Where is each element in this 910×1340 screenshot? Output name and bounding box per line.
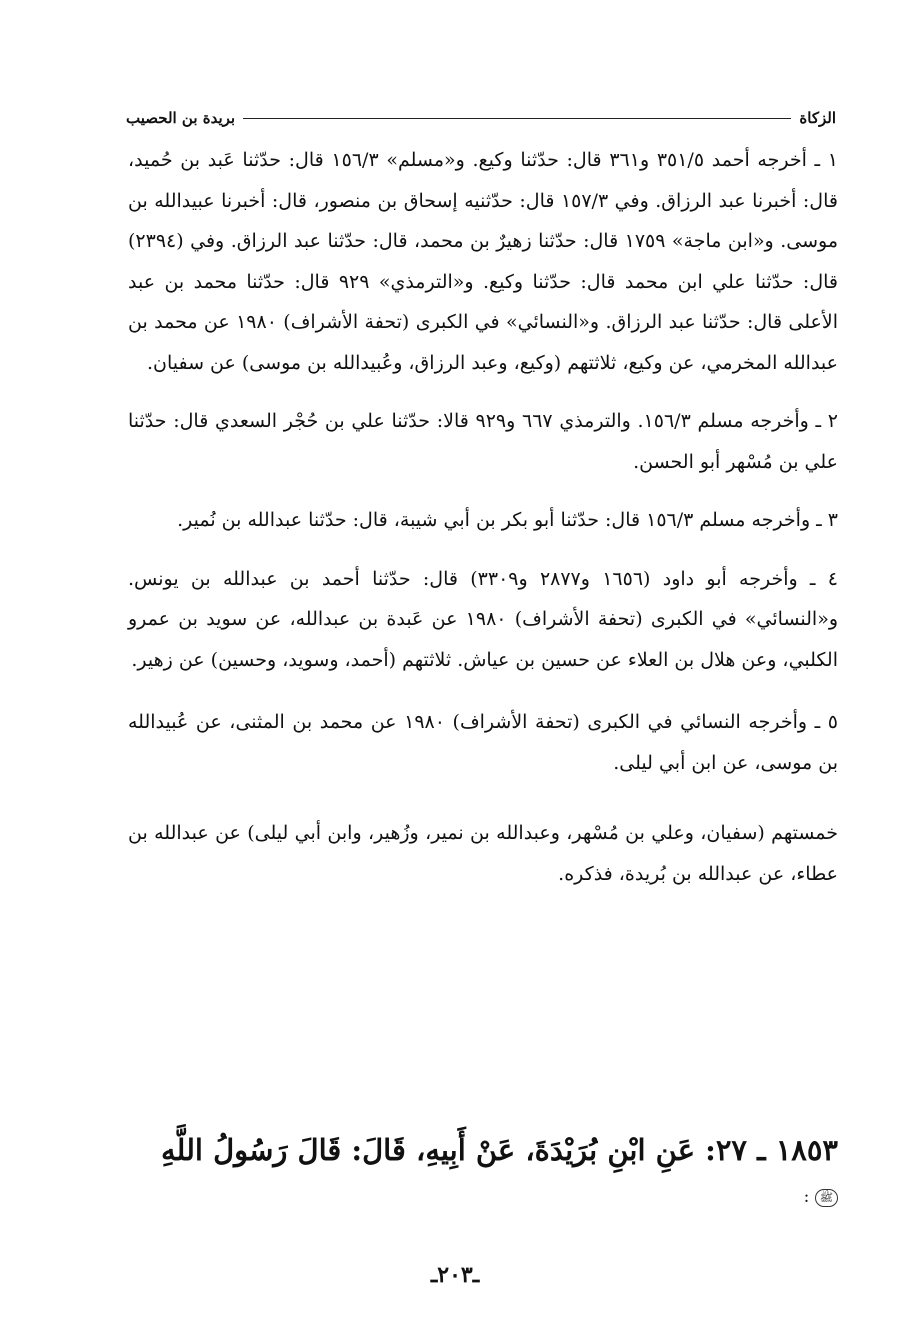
hadith-continuation (804, 1182, 838, 1212)
chapter-title: الزكاة (799, 109, 836, 127)
footnotes-block (128, 140, 838, 894)
note-paragraph-3: ٣ ـ وأخرجه مسلم ١٥٦/٣ قال: حدّثنا أبو بكر بن أبي شيبة، قال: حدّثنا عبدالله بن نُمير. (177, 509, 838, 531)
running-header (126, 106, 836, 130)
note-paragraph-1: ١ ـ أخرجه أحمد ٣٥١/٥ و٣٦١ قال: حدّثنا وكيع. و«مسلم» ١٥٦/٣ قال: حدّثنا عَبد بن حُميد، قال: أخبرنا عبد الرزاق. وفي ١٥٧/٣ قال: حدّثنيه إسحاق بن منصور، قال: أخبرنا عبيدالله بن موسى. و«ابن ماجة» ١٧٥٩ قال: حدّثنا زهيرٌ بن محمد، قال: حدّثنا عبد الرزاق. وفي (٢٣٩٤) قال: حدّثنا علي ابن محمد قال: حدّثنا وكيع. و«الترمذي» ٩٢٩ قال: حدّثنا محمد بن عبد الأعلى قال: حدّثنا عبد الرزاق. و«النسائي» في الكبرى (تحفة الأشراف) ١٩٨٠ عن محمد بن عبدالله المخرمي، عن وكيع، ثلاثتهم (وكيع، وعبد الرزاق، وعُبيدالله بن موسى) عن سفيان. (128, 149, 839, 374)
note-paragraph-4: ٤ ـ وأخرجه أبو داود (١٦٥٦ و٢٨٧٧ و٣٣٠٩) قال: حدّثنا أحمد بن عبدالله بن يونس. و«النسائي» في الكبرى (تحفة الأشراف) ١٩٨٠ عن عَبدة بن عبدالله، عن سويد بن عمرو الكلبي، وعن هلال بن العلاء عن حسين بن عياش. ثلاثتهم (أحمد، وسويد، وحسين) عن زهير. (128, 567, 838, 671)
page-number: ـ٢٠٣ـ (430, 1262, 480, 1288)
summary-paragraph: خمستهم (سفيان، وعلي بن مُسْهر، وعبدالله بن نمير، وزُهير، وابن أبي ليلى) عن عبدالله بن عطاء، عن عبدالله بن بُريدة، فذكره. (128, 822, 838, 885)
note-paragraph-5: ٥ ـ وأخرجه النسائي في الكبرى (تحفة الأشراف) ١٩٨٠ عن محمد بن المثنى، عن عُبيدالله بن موسى، عن ابن أبي ليلى. (128, 711, 838, 774)
header-rule (243, 118, 791, 119)
hadith-heading: ١٨٥٣ ـ ٢٧: عَنِ ابْنِ بُرَيْدَةَ، عَنْ أَبِيهِ، قَالَ: قَالَ رَسُولُ اللَّهِ (160, 1133, 838, 1167)
section-title: بريدة بن الحصيب (126, 109, 236, 127)
salutation-seal: ﷺ (815, 1189, 838, 1207)
note-paragraph-2: ٢ ـ وأخرجه مسلم ١٥٦/٣. والترمذي ٦٦٧ و٩٢٩ قالا: حدّثنا علي بن حُجْر السعدي قال: حدّثنا علي بن مُسْهر أبو الحسن. (128, 410, 839, 473)
hadith-colon: : (803, 1187, 810, 1207)
